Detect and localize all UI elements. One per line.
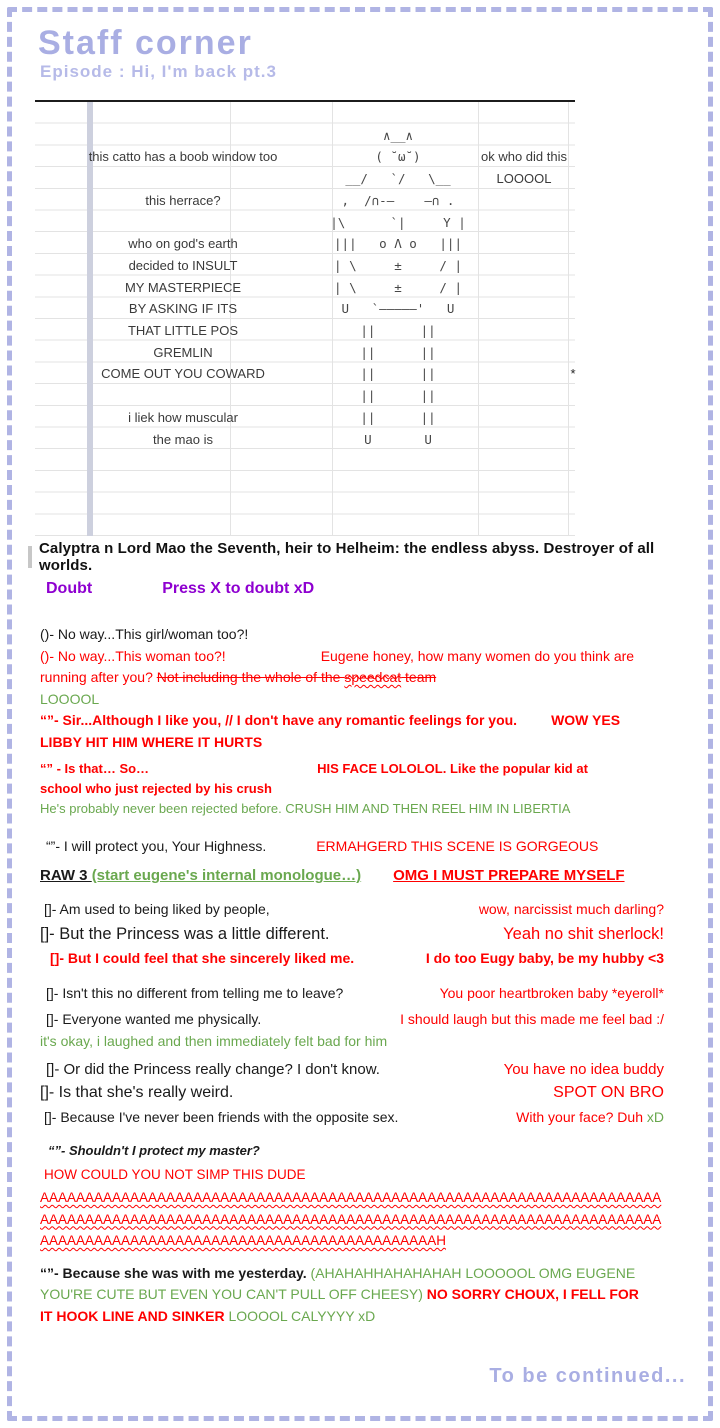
comment-segment: ERMAHGERD THIS SCENE IS GORGEOUS xyxy=(316,838,599,854)
sheet-cell-comment: MY MASTERPIECE xyxy=(124,279,242,295)
comment-segment: NO SORRY CHOUX, I FELL FOR xyxy=(422,1286,639,1302)
sheet-cell-asterisk: * xyxy=(570,366,576,382)
ascii-art-line: ( ˘ω˘) xyxy=(375,149,421,165)
comment-left xyxy=(40,1082,233,1105)
ascii-art-line: | \ ± / | xyxy=(334,279,462,295)
doubt-label: Doubt xyxy=(46,580,93,597)
comment-paragraph xyxy=(40,948,664,970)
sheet-row xyxy=(35,342,575,364)
comment-segment: running after you? xyxy=(40,669,157,685)
ascii-art-line: | \ ± / | xyxy=(334,257,462,273)
comment-paragraph xyxy=(40,689,664,711)
comment-segment: YOU'RE CUTE BUT EVEN YOU CAN'T PULL OFF CHEESY) xyxy=(40,1286,423,1302)
comment-segment: team xyxy=(401,669,437,685)
sheet-row xyxy=(35,103,575,125)
ascii-art-line: U U xyxy=(364,431,432,447)
doubt-line xyxy=(46,580,314,598)
sheet-cell-comment: this herrace? xyxy=(145,192,221,208)
comment-left xyxy=(44,899,270,921)
spacer xyxy=(149,772,317,773)
comment-segment: (AHAHAHHAHAHAHAH LOOOOOL OMG EUGENE xyxy=(310,1264,636,1281)
ascii-art-line: || || xyxy=(360,344,436,360)
staff-comments xyxy=(40,624,664,1327)
sheet-row xyxy=(35,429,575,451)
sheet-row xyxy=(35,298,575,320)
comment-segment: AAAAAAAAAAAAAAAAAAAAAAAAAAAAAAAAAAAAAAAAAAAAAAAAAAAAAAAAAAAAAAAAAAAAAAAAAAAAAAAAAAAAAAAAAAAAAAAAAAAAAAAAAAAAAAAAAAAAAAAAAAAAAAAAAAAAAAAAAAAAAAAAAAAAAAAAAAAAAAAAAAAAAAAAAAAAAAAAAAAAAAH xyxy=(40,1190,662,1248)
comment-segment: xD xyxy=(646,1108,664,1125)
spacer xyxy=(517,724,551,725)
comment-segment: ()- No way...This girl/woman too?! xyxy=(40,626,249,642)
comment-right xyxy=(553,1082,664,1105)
ascii-art-line: || || xyxy=(360,388,436,404)
comment-left xyxy=(40,923,330,946)
comment-segment: school who just rejected by his crush xyxy=(40,781,272,796)
ascii-art-line: __/ `/ \__ xyxy=(345,171,451,187)
spreadsheet-screenshot xyxy=(35,100,575,536)
comment-segment: []- But the Princess was a little different. xyxy=(40,925,330,943)
sheet-row xyxy=(35,125,575,147)
spacer xyxy=(266,850,316,851)
comment-left xyxy=(46,1009,261,1031)
comment-segment: “”- Sir...Although I like you, // I don't have any romantic feelings for you. xyxy=(40,712,518,728)
sheet-row xyxy=(35,515,575,537)
ascii-art-line: ∧__∧ xyxy=(382,127,414,143)
ascii-art-line: || || xyxy=(360,409,436,425)
sheet-cell-comment: LOOOOL xyxy=(496,171,552,187)
page-subtitle: Episode : Hi, I'm back pt.3 xyxy=(40,62,277,81)
comment-paragraph xyxy=(40,1187,664,1252)
ascii-art-line: || || xyxy=(360,323,436,338)
comment-right xyxy=(504,1059,664,1081)
comment-segment: IT HOOK LINE AND SINKER xyxy=(40,1307,225,1324)
comment-paragraph xyxy=(40,983,664,1005)
comment-segment: Not including the whole of the xyxy=(156,669,345,685)
comment-segment: Eugene honey, how many women do you think are xyxy=(320,647,635,664)
spacer xyxy=(226,660,321,661)
comment-paragraph xyxy=(40,1141,664,1161)
comment-paragraph xyxy=(40,759,664,819)
sheet-row xyxy=(35,320,575,342)
comment-right xyxy=(479,899,664,921)
comment-segment: []- But I could feel that she sincerely liked me. xyxy=(50,950,355,966)
comment-left xyxy=(46,983,343,1005)
sheet-row xyxy=(35,472,575,494)
comment-segment: []- Am used to being liked by people, xyxy=(44,900,270,917)
comment-segment: I do too Eugy baby, be my hubby <3 xyxy=(425,950,664,966)
sheet-row xyxy=(35,255,575,277)
comment-paragraph xyxy=(40,1082,664,1105)
comment-segment: With your face? Duh xyxy=(516,1108,647,1125)
comment-segment: “”- I will protect you, Your Highness. xyxy=(46,838,267,854)
sheet-row xyxy=(35,385,575,407)
comment-segment: You poor heartbroken baby *eyeroll* xyxy=(439,984,664,1001)
sheet-cell-comment: ok who did this xyxy=(481,149,567,165)
comment-segment: LOOOOL CALYYYY xD xyxy=(224,1307,376,1324)
sheet-row xyxy=(35,450,575,472)
sheet-cell-comment: GREMLIN xyxy=(153,344,213,360)
comment-right xyxy=(440,983,664,1005)
to-be-continued-label: To be continued... xyxy=(489,1365,686,1387)
comment-paragraph xyxy=(40,1107,664,1129)
comment-left xyxy=(44,1107,398,1129)
ascii-art-line: ||| o Λ o ||| xyxy=(334,236,462,252)
comment-paragraph xyxy=(40,710,664,753)
quote-bar xyxy=(28,546,32,568)
comment-paragraph xyxy=(40,1009,664,1031)
sheet-row xyxy=(35,146,575,168)
sheet-row xyxy=(35,190,575,212)
comment-segment: []- Isn't this no different from telling me to leave? xyxy=(46,984,344,1001)
comment-segment: it's okay, i laughed and then immediately felt bad for him xyxy=(40,1032,388,1049)
comment-paragraph xyxy=(40,899,664,921)
comment-paragraph xyxy=(40,865,664,887)
ascii-art-line: , /∩-— —∩ . xyxy=(341,192,455,208)
comment-segment: RAW 3 xyxy=(40,867,92,884)
sheet-row xyxy=(35,407,575,429)
comment-segment: “” - Is that… So… xyxy=(40,761,150,776)
sheet-row xyxy=(35,233,575,255)
sheet-cell-comment: the mao is xyxy=(153,431,213,447)
comment-paragraph xyxy=(40,1164,664,1185)
comment-segment: HIS FACE LOLOLOL. Like the popular kid at xyxy=(317,761,588,776)
sheet-row xyxy=(35,363,575,385)
sheet-cell-comment: i liek how muscular xyxy=(128,409,238,425)
comment-left xyxy=(46,1059,380,1081)
sheet-row xyxy=(35,494,575,516)
sheet-cell-comment: COME OUT YOU COWARD xyxy=(101,366,265,382)
comment-segment: ()- No way...This woman too?! xyxy=(40,647,226,664)
press-x-to-doubt-label: Press X to doubt xD xyxy=(162,580,315,597)
comment-segment: HOW COULD YOU NOT SIMP THIS DUDE xyxy=(44,1167,306,1182)
comment-segment: []- Is that she's really weird. xyxy=(40,1084,234,1101)
comment-segment: You have no idea buddy xyxy=(503,1061,664,1078)
comment-segment: LOOOOL xyxy=(40,690,100,707)
sheet-cell-comment: decided to INSULT xyxy=(128,257,238,273)
comment-segment: wow, narcissist much darling? xyxy=(478,900,664,917)
comment-segment: (start eugene's internal monologue…) xyxy=(91,867,362,884)
comment-segment: Yeah no shit sherlock! xyxy=(503,925,664,943)
ascii-art-line: U `—————' U xyxy=(341,301,455,317)
comment-segment: LIBBY HIT HIM WHERE IT HURTS xyxy=(40,733,263,750)
comment-paragraph xyxy=(40,1263,664,1328)
sheet-row xyxy=(35,212,575,234)
comment-segment: SPOT ON BRO xyxy=(553,1084,664,1101)
comment-left xyxy=(50,948,354,970)
comment-paragraph xyxy=(40,923,664,946)
quote-caption xyxy=(28,540,704,574)
comment-segment: I should laugh but this made me feel bad :/ xyxy=(400,1011,664,1027)
comment-paragraph xyxy=(40,1031,664,1053)
spacer xyxy=(361,879,393,880)
comment-segment: WOW YES xyxy=(551,712,621,728)
comment-segment: OMG I MUST PREPARE MYSELF xyxy=(393,867,625,884)
comment-paragraph xyxy=(40,1059,664,1081)
sheet-cell-comment: who on god's earth xyxy=(128,236,238,252)
comment-paragraph xyxy=(40,835,664,857)
comment-segment: He's probably never been rejected before. CRUSH HIM AND THEN REEL HIM IN LIBERTIA xyxy=(40,801,571,816)
comment-segment: speedcat xyxy=(344,669,402,685)
sheet-row xyxy=(35,277,575,299)
comment-paragraph xyxy=(40,624,664,646)
sheet-row xyxy=(35,168,575,190)
comment-segment: []- Everyone wanted me physically. xyxy=(46,1011,262,1027)
comment-right xyxy=(426,948,664,970)
ascii-art-line: |\ `| Y | xyxy=(330,214,466,230)
comment-right xyxy=(516,1107,664,1129)
comment-segment: []- Because I've never been friends with the opposite sex. xyxy=(44,1108,399,1125)
comment-segment: “”- Shouldn't I protect my master? xyxy=(48,1143,260,1158)
comment-right xyxy=(503,923,664,946)
sheet-cell-comment: BY ASKING IF ITS xyxy=(128,301,238,317)
comment-paragraph xyxy=(40,646,664,689)
sheet-cell-comment: THAT LITTLE POS xyxy=(127,323,239,338)
page-title: Staff corner xyxy=(38,24,253,62)
sheet-cell-comment: this catto has a boob window too xyxy=(88,149,278,165)
ascii-art-line: || || xyxy=(360,366,436,382)
quote-caption-text: Calyptra n Lord Mao the Seventh, heir to Helheim: the endless abyss. Destroyer of all worlds. xyxy=(39,540,655,574)
comment-segment: []- Or did the Princess really change? I don't know. xyxy=(46,1061,380,1078)
comment-segment: “”- Because she was with me yesterday. xyxy=(40,1264,311,1281)
comment-right xyxy=(400,1009,664,1031)
